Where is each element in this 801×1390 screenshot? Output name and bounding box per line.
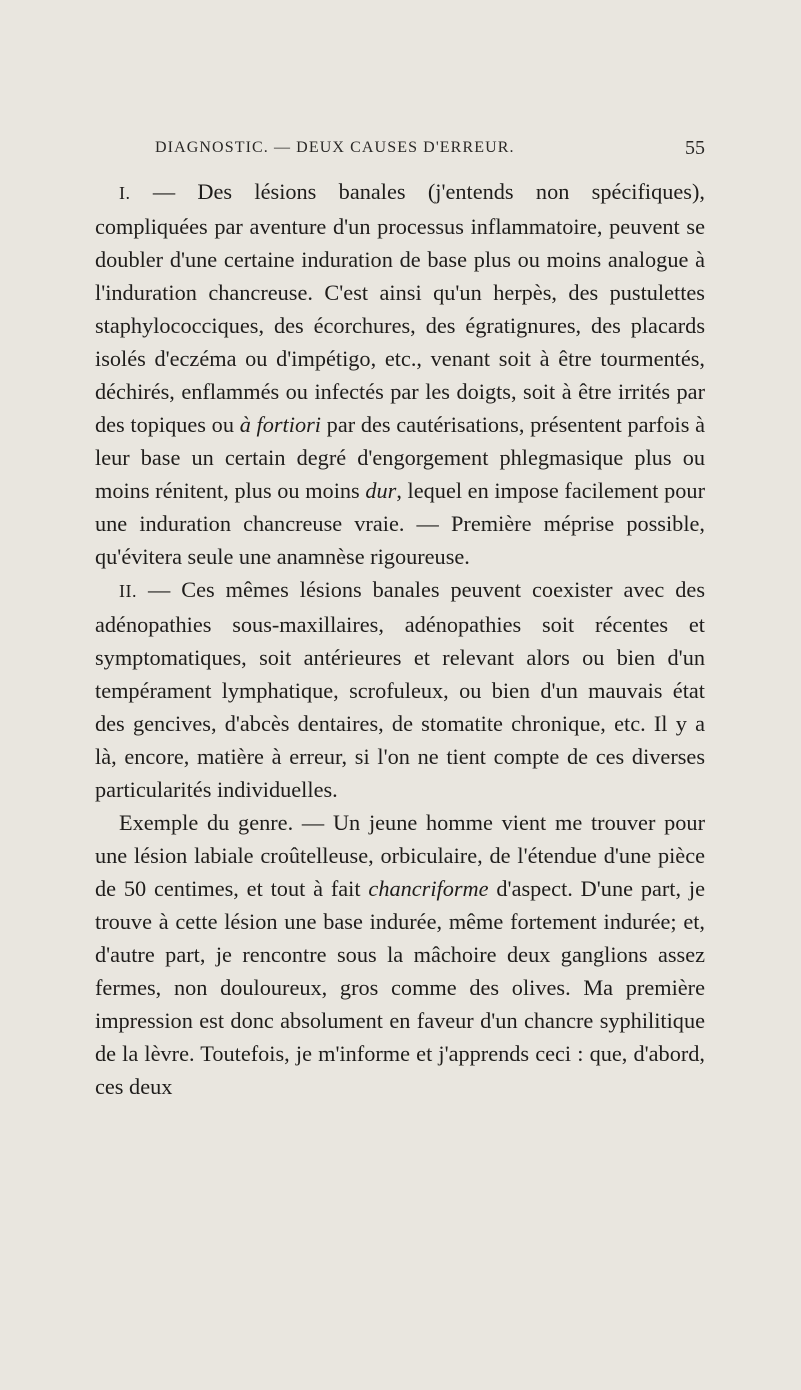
paragraph-i-text-2: par des cautérisations, présentent parfois à leur base un certain degré d'engorgement phlegmasique plus ou moins rénitent, plus ou moins — [95, 412, 705, 503]
body-text — [95, 175, 705, 1103]
page-number: 55 — [685, 137, 705, 159]
paragraph-example-text-1: Exemple du genre. — Un jeune homme vient me trouver pour une lésion labiale croûtelleuse, orbiculaire, de l'étendue d'une pièce de 50 centimes, et tout à fait — [95, 810, 705, 901]
paragraph-ii-text: — Ces mêmes lésions banales peuvent coexister avec des adénopathies sous-maxillaires, adénopathies soit récentes et symptomatiques, soit antérieures et relevant alors ou bien d'un tempérament lymphatique, scrofuleux, ou bien d'un mauvais état des gencives, d'abcès dentaires, de stomatite chronique, etc. Il y a là, encore, matière à erreur, si l'on ne tient compte de ces diverses particularités individuelles. — [95, 577, 705, 802]
paragraph-ii — [95, 573, 705, 806]
paragraph-i-text-1: — Des lésions banales (j'entends non spécifiques), compliquées par aventure d'un processus inflammatoire, peuvent se doubler d'une certaine induration de base plus ou moins analogue à l'induration chancreuse. C'est ainsi qu'un herpès, des pustulettes staphylococciques, des écorchures, des égratignures, des placards isolés d'eczéma ou d'impétigo, etc., venant soit à être tourmentés, déchirés, enflammés ou infectés par les doigts, soit à être irrités par des topiques ou — [95, 179, 705, 437]
paragraph-example-text-2: d'aspect. D'une part, je trouve à cette lésion une base indurée, même fortement indurée; et, d'autre part, je rencontre sous la mâchoire deux ganglions assez fermes, non douloureux, gros comme des olives. Ma première impression est donc absolument en faveur d'un chancre syphilitique de la lèvre. Toutefois, je m'informe et j'apprends ceci : que, d'abord, ces deux — [95, 876, 706, 1099]
paragraph-example — [95, 806, 705, 1103]
paragraph-i-italic-dur: dur — [365, 478, 397, 503]
paragraph-i-italic-fortiori: à fortiori — [239, 412, 321, 437]
running-head — [95, 139, 705, 167]
paragraph-i-text-3: , lequel en impose facilement pour une induration chancreuse vraie. — Première méprise possible, qu'évitera seule une anamnèse rigoureuse. — [95, 478, 705, 569]
paragraph-i — [95, 175, 705, 573]
paragraph-example-italic-chancriforme: chancriforme — [368, 876, 489, 901]
paragraph-numeral-ii: II. — [119, 581, 137, 601]
paragraph-numeral-i: I. — [119, 183, 131, 203]
running-title: DIAGNOSTIC. — DEUX CAUSES D'ERREUR. — [155, 139, 515, 156]
